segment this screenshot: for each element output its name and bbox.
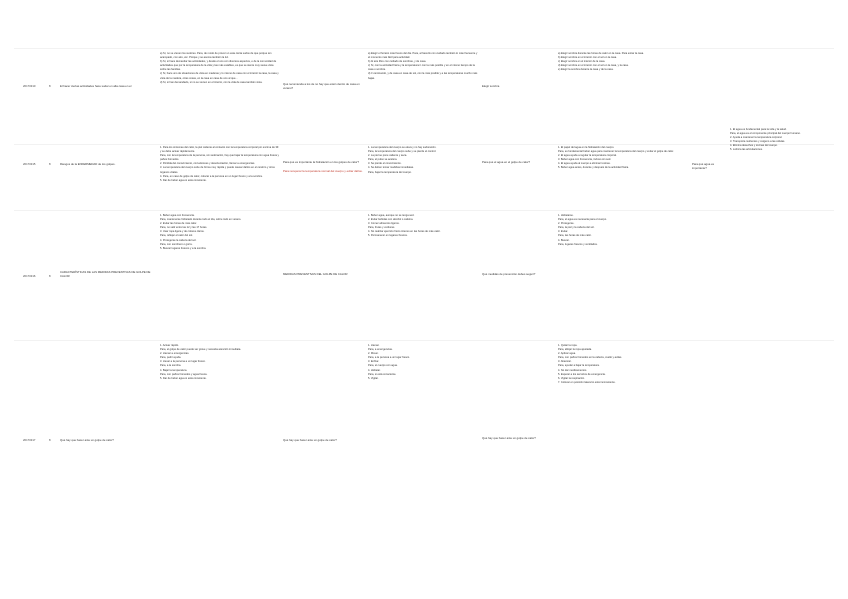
answers-2: a) Elegir el horario más fresco del día. Para, al hacerlo con cuidado también lo más frecuente y el momento más fácil para actividad. b) Al aire libre con cuidado de sombras, y de casa. c) Sí, con la actividad física y la temperatura ir con la más posible y en el mismo tiempo de la casa o sombra. d) Ir caminando, y de casa en casa de sol, con la más posible y a las temperaturas mucho más bajas.	[368, 52, 478, 80]
answers-4: 1. El agua es fundamental para la vida y la salud. Para, el agua es el componente principal del cuerpo humano. 2. Ayuda a mantener la temperatura corporal. 3. Transporta nutrientes y oxígeno a las células. 4. Elimina desechos y toxinas del cuerpo. 5. Lubrica las articulaciones.	[730, 128, 801, 152]
answers-1: a) Sí, no se vienen los sudores. Para, de modo de prover un esta cierta sudos de que porque ten acampado, con aire, etc. Porque y se asoma también la luz. b) Sí, si hace demandar las actividades, y desde el uno con diversos aspectos, e de la comunidad de actividades que por la temperatura de la vida y las más estables, es que se siente muy suave vista sobre las familias. c) Sí, hace uno de situaciones de vista en maderas y lo mismo de casa con el interior la casa, la casa y vista de la madera, otras cosas, en la casa en casa de uno al que... d) Sí, si han demandado, sí no se vienen en el interior, con la vida de casa también vista.	[160, 52, 279, 84]
question-1: Qué hay que hacer ante un golpe de calor?	[60, 438, 114, 442]
answers-3: a) Elegir sombra durante las horas de calor en la casa. Para evitar la casa. b) Elegir sombra en el interior con el sol en la casa. c) Elegir sombra en el interior de la casa. d) Elegir sombra en el interior con el sol en la casa, y la casa. e) Elegir la sombra durante la casa y de la casa.	[558, 52, 644, 72]
question-3: Qué medidas de prevención debes seguir?	[482, 272, 536, 276]
row-id: 20170317	[23, 438, 36, 442]
answers-3: 1. El papel del agua en la hidratación del cuerpo. Para, es fundamental beber agua para mantener la temperatura del cuerpo y evitar el golpe de calor. 2. El agua ayuda a regular la temperatura corporal. 3. Beber agua con frecuencia, incluso sin sed. 4. El agua ayuda al cuerpo a eliminar toxinas. 5. Beber agua antes, durante y después de la actividad física.	[558, 146, 674, 170]
answers-1: 1. Actuar rápido. Para, el golpe de calor puede ser grave y necesita atención inmediata. 2. Llamar a emergencias. Para, pedir ayuda. 3. Llevar a la persona a un lugar fresco. Para, a la sombra. 4. Bajar la temperatura. Para, con paños húmedos y agua fresca. 5. Dar de beber agua si está consciente.	[160, 344, 242, 380]
answers-2: 1. La temperatura del cuerpo se eleva y no hay sudoración. Para, la temperatura del cuerpo sube y se pierde el control. 2. La piel se pone caliente y seca. Para, el pulso se acelera. 3. Se pierde el conocimiento. 4. Se deben tomar medidas inmediatas. Para, bajar la temperatura del cuerpo.	[368, 146, 437, 174]
answers-1: 1. Para los síntomas del calor, la piel caliente al contacto con la temperatura corporal por encima de 39 y se debe actuar rápidamente. Para, con la temperatura de la persona, sin sudoración, hay que bajar la temperatura con agua fresca y paños húmedos. 2. Pérdida del conocimiento, convulsiones y desorientación, llamar a emergencias. 3. La temperatura del cuerpo sube de forma muy rápida y puede causar daños en el cerebro y otros órganos vitales. 4. Para, en caso de golpe de calor, colocar a la persona en un lugar fresco y a la sombra. 5. Dar de beber agua si está consciente.	[160, 146, 279, 182]
question-2: MEDIDAS PREVENTIVAS DEL GOLPE DE CALOR	[283, 272, 348, 276]
question-2: Para qué es importante la hidratación en los golpes de calor?	[283, 160, 360, 164]
row-divider	[14, 144, 834, 145]
row-id: 20170315	[23, 162, 36, 166]
question-4: Para qué agua es importante?	[692, 162, 715, 170]
question-2: Qué recomienda a los de no hay que estén dentro de casa en verano?	[283, 82, 361, 91]
answers-2: 1. Beber agua, aunque no se tenga sed. 2. Evitar bebidas con alcohol o cafeína. 3. Comer alimentos ligeros. Para, frutas y verduras. 4. No realizar ejercicio físico intenso en las horas de más calor. 5. Permanecer en lugares frescos.	[368, 214, 441, 238]
question-1: CARACTERÍSTICAS DE LAS MEDIDAS PREVENTIVAS DE GOLPE DE CALOR	[60, 270, 152, 279]
answers-3: 1. Quitar la ropa. Para, aflojar la ropa ajustada. 2. Aplicar agua. Para, con paños húmedos en la cabeza, cuello y axilas. 3. Abanicar. Para, ayudar a bajar la temperatura. 4. No dar medicamentos. 5. Esperar a los servicios de emergencia. 6. Vigilar la respiración. 7. Colocar en posición lateral si está inconsciente.	[558, 344, 623, 384]
question-2-highlight: Para recuperar la temperatura normal del cuerpo y evitar daños.	[283, 169, 363, 173]
question-1: Riesgos de la ENFERMEDAD de los golpes.	[60, 162, 116, 166]
row-divider	[14, 210, 834, 211]
row-id: 20170310	[23, 84, 36, 88]
row-number: 8	[49, 438, 51, 442]
row-divider	[14, 48, 834, 49]
question-3: Elegir sombra	[482, 84, 500, 88]
question-1: El hacer ciertas actividades hace sudar en alta casa en el	[60, 84, 132, 88]
question-2: Qué hay que hacer ante un golpe de calor?	[283, 438, 337, 442]
row-id: 20170316	[23, 274, 36, 278]
row-number: 8	[49, 162, 51, 166]
answers-3: 1. Hidratarse. Para, el agua es necesaria para el cuerpo. 2. Protegerse. Para, la piel y la cabeza del sol. 3. Evitar. Para, las horas de más calor. 4. Buscar. Para, lugares frescos y ventilados.	[558, 214, 607, 246]
answers-2: 1. Llamar. Para, a emergencias. 2. Mover. Para, a la persona a un lugar fresco. 3. Enfriar. Para, el cuerpo con agua. 4. Hidratar. Para, si está consciente. 5. Vigilar.	[368, 344, 410, 380]
question-3: Para qué el agua en el golpe de calor?	[482, 160, 531, 164]
row-number: 8	[49, 274, 51, 278]
answers-1: 1. Beber agua con frecuencia. Para, mantenerse hidratado durante todo el día, sobre todo en verano. 2. Evitar las horas de más calor. Para, no salir entre las 12 y las 17 horas. 3. Usar ropa ligera y de colores claros. Para, reflejar el calor del sol. 4. Protegerse la cabeza del sol. Para, con sombrero o gorra. 5. Buscar lugares frescos y a la sombra.	[160, 214, 242, 250]
row-number: 8	[49, 84, 51, 88]
question-3: Qué hay que hacer ante un golpe de calor?	[482, 436, 536, 440]
row-divider	[14, 340, 834, 341]
